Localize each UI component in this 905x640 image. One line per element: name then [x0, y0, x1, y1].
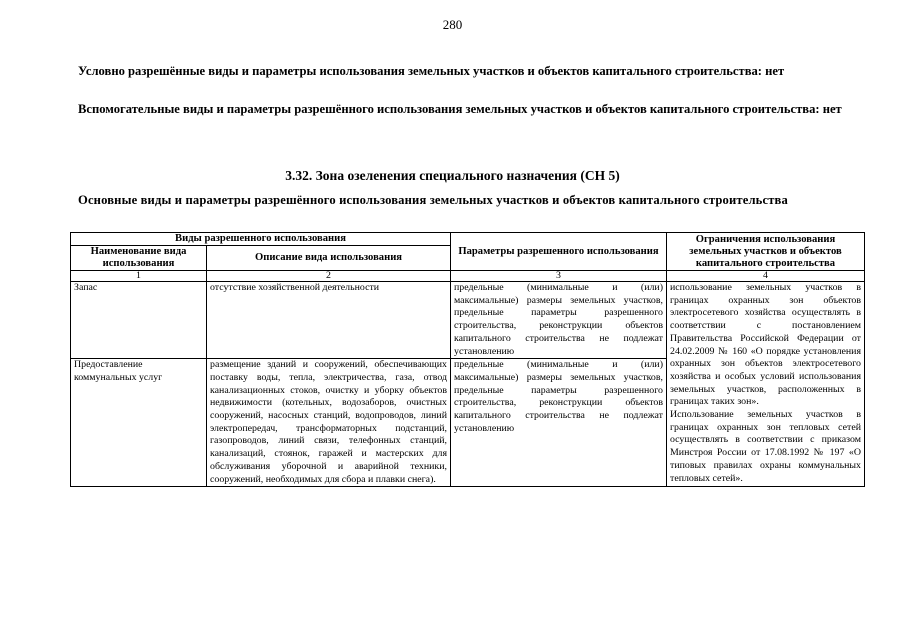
- auxiliary-use-paragraph: Вспомогательные виды и параметры разрешённого использования земельных участков и объектов капитального строительства: нет: [78, 102, 842, 116]
- header-use-description: Описание вида использования: [207, 246, 451, 271]
- page-number: 280: [442, 17, 463, 32]
- use-name: Предоставление коммунальных услуг: [71, 359, 207, 487]
- land-use-table: [70, 232, 865, 487]
- use-limits: [667, 282, 865, 487]
- conditional-use-paragraph: Условно разрешённые виды и параметры использования земельных участков и объектов капитального строительства: нет: [78, 64, 785, 78]
- header-use-name: Наименование вида использования: [71, 246, 207, 271]
- use-description: отсутствие хозяйственной деятельности: [207, 282, 451, 359]
- limits-heat-networks: Использование земельных участков в границах охранных зон тепловых сетей осуществлять в соответствии с приказом Минстроя России от 17.08.1992 № 197 «О типовых правилах охраны коммунальных тепловых сетей».: [670, 409, 861, 484]
- main-types-paragraph: Основные виды и параметры разрешённого использования земельных участков и объектов капитального строительства: [78, 193, 788, 207]
- column-number: 4: [667, 271, 865, 282]
- column-number: 1: [71, 271, 207, 282]
- section-title: 3.32. Зона озеленения специального назначения (СН 5): [285, 168, 620, 183]
- use-params: предельные (минимальные и (или) максимальные) размеры земельных участков, предельные параметры разрешенного строительства, реконструкции объектов капитального строительства не подлежат установлению: [451, 359, 667, 487]
- use-name: Запас: [71, 282, 207, 359]
- header-limits: Ограничения использования земельных участков и объектов капитального строительства: [667, 233, 865, 271]
- limits-power-grid: использование земельных участков в границах охранных зон объектов электросетевого хозяйства осуществлять в соответствии с постановлением Правительства Российской Федерации от 24.02.2009 № 160 «О порядке установления охранных зон объектов электросетевого хозяйства и особых условий использования земельных участков, расположенных в границах таких зон».: [670, 282, 861, 408]
- use-params: предельные (минимальные и (или) максимальные) размеры земельных участков, предельные параметры разрешенного строительства, реконструкции объектов капитального строительства не подлежат установлению: [451, 282, 667, 359]
- table-header-row-1: [71, 233, 865, 246]
- column-number: 3: [451, 271, 667, 282]
- column-number: 2: [207, 271, 451, 282]
- table-row: [71, 282, 865, 359]
- use-description: размещение зданий и сооружений, обеспечивающих поставку воды, тепла, электричества, газа, отвод канализационных стоков, очистку и уборку объектов недвижимости (котельных, водозаборов, очистных сооружений, насосных станций, водопроводов, линий электропередач, трансформаторных подстанций, газопроводов, линий связи, телефонных станций, канализаций, стоянок, гаражей и мастерских для обслуживания уборочной и аварийной техники, сооружений, необходимых для сбора и плавки снега).: [207, 359, 451, 487]
- table-column-numbers: [71, 271, 865, 282]
- header-params: Параметры разрешенного использования: [451, 233, 667, 271]
- header-permitted-uses: Виды разрешенного использования: [71, 233, 451, 246]
